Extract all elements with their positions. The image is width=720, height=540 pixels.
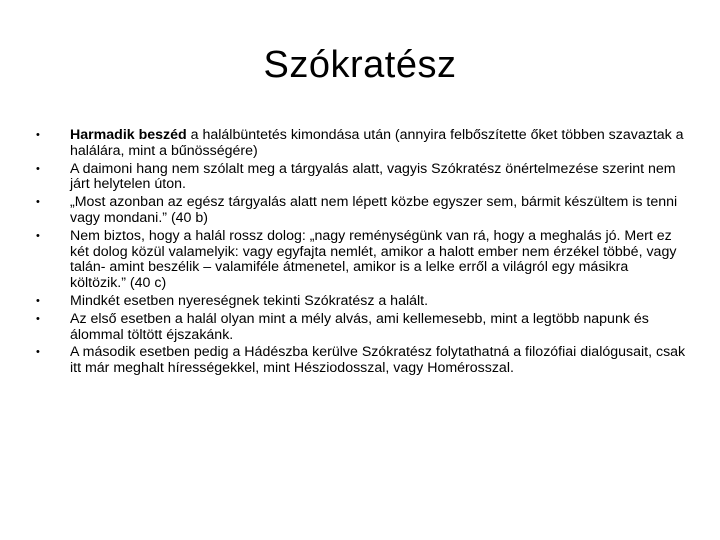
bullet-list <box>36 128 686 379</box>
bullet-item <box>36 162 686 194</box>
bullet-text: „Most azonban az egész tárgyalás alatt nem lépett közbe egyszer sem, bármit készültem is tenni vagy mondani.” (40 b) <box>70 194 678 226</box>
bullet-text: a halálbüntetés kimondása után (annyira felbőszítette őket többen szavaztak a halálára, mint a bűnösségére) <box>70 127 684 159</box>
bullet-text: Mindkét esetben nyereségnek tekinti Szókratész a halált. <box>70 292 429 309</box>
bullet-dot-icon: • <box>36 162 40 175</box>
bullet-dot-icon: • <box>36 346 40 359</box>
bullet-dot-icon: • <box>36 312 40 325</box>
bullet-item <box>36 294 686 310</box>
bullet-item <box>36 312 686 344</box>
slide-title: Szókratész <box>263 44 457 86</box>
bullet-item <box>36 229 686 292</box>
bullet-text: Nem biztos, hogy a halál rossz dolog: „nagy reménységünk van rá, hogy a meghalás jó. Mert ez két dolog közül valamelyik: vagy egyfajta nemlét, amikor a halott ember nem érzékel többé, vagy talán- amint beszélik – valamiféle átmenetel, amikor is a lelke erről a világról egy másikra költözik.” (40 c) <box>70 227 677 292</box>
bullet-dot-icon: • <box>36 229 40 242</box>
bullet-bold-text: Harmadik beszéd <box>70 127 187 143</box>
bullet-dot-icon: • <box>36 129 40 141</box>
bullet-text: Az első esetben a halál olyan mint a mély alvás, ami kellemesebb, mint a legtöbb napunk és álommal töltött éjszakánk. <box>70 310 649 343</box>
bullet-item <box>36 128 686 160</box>
bullet-item <box>36 345 686 377</box>
bullet-text: A daimoni hang nem szólalt meg a tárgyalás alatt, vagyis Szókratész önértelmezése szerint nem járt helytelen úton. <box>70 160 676 193</box>
bullet-item <box>36 195 686 227</box>
bullet-text: A második esetben pedig a Hádészba kerülve Szókratész folytathatná a filozófiai dialógusait, csak itt már meghalt hírességekkel, mint Hésziodosszal, vagy Homérosszal. <box>70 344 686 377</box>
bullet-dot-icon: • <box>36 294 40 307</box>
bullet-dot-icon: • <box>36 196 40 209</box>
